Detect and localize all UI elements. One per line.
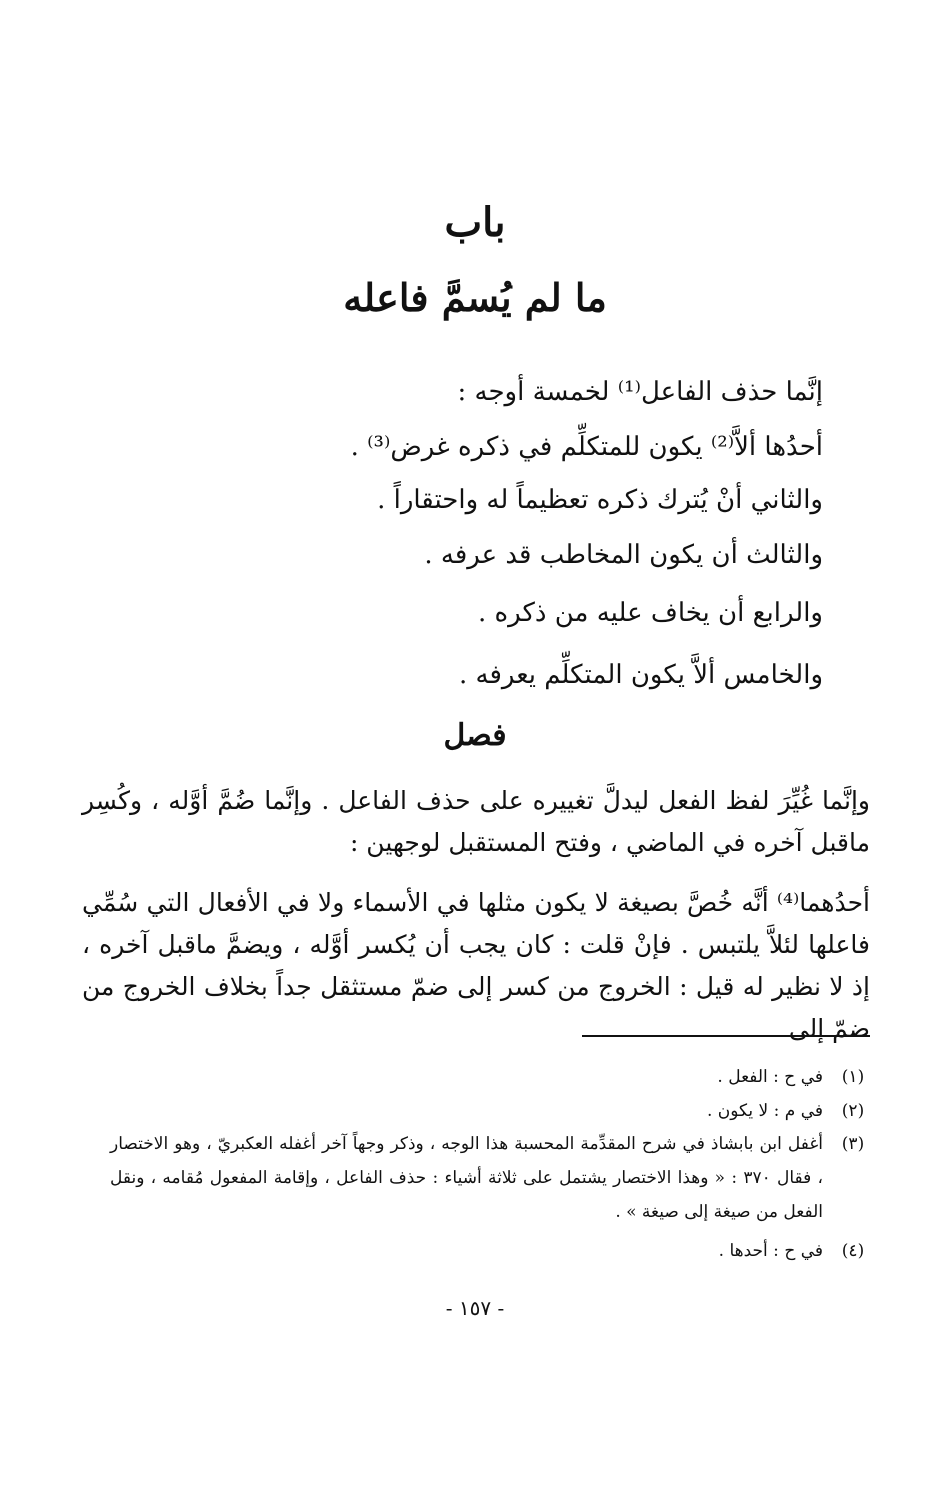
footnote-number: (١) <box>841 1067 865 1087</box>
footnote <box>110 1234 868 1268</box>
section-paragraph: أحدُهما⁽⁴⁾ أنَّه خُصَّ بصيغة لا يكون مثلها في الأسماء ولا في الأفعال التي سُمِّي فاعلها لئلاَّ يلتبس . فإنْ قلت : كان يجب أن يُكسر أوَّله ، ويضمَّ ماقبل آخره ، إذ لا نظير له قيل : الخروج من كسر إلى ضمّ مستثقل جداً بخلاف الخروج من ضمّ إلى <box>82 888 870 1043</box>
footnote-text: في م : لا يكون . <box>706 1101 823 1121</box>
footnote-divider <box>582 1035 870 1037</box>
section-title: فصل <box>443 718 507 753</box>
footnote-text: في ح : الفعل . <box>717 1067 823 1087</box>
footnote-text: أغفل ابن بابشاذ في شرح المقدِّمة المحسبة هذا الوجه ، وذكر وجهاً آخر أغفله العكبريّ ، وهو الاختصار ، فقال ٣٧٠ : « وهذا الاختصار يشتمل على ثلاثة أشياء : حذف الفاعل ، وإقامة المفعول مُقامه ، ونقل الفعل من صيغة إلى صيغة » . <box>110 1134 823 1222</box>
chapter-title: باب <box>444 199 506 246</box>
intro-line: والخامس ألاَّ يكون المتكلِّم يعرفه . <box>458 660 823 690</box>
intro-line: والثالث أن يكون المخاطب قد عرفه . <box>424 540 823 570</box>
footnote <box>110 1127 868 1229</box>
footnote-number: (٣) <box>841 1134 865 1154</box>
intro-line: أحدُها ألاَّ⁽²⁾ يكون للمتكلِّم في ذكره غرض⁽³⁾ . <box>350 432 823 462</box>
footnote <box>110 1060 868 1094</box>
footnote-text: في ح : أحدها . <box>718 1241 823 1261</box>
footnote-number: (٤) <box>841 1241 865 1261</box>
page-number: - ١٥٧ - <box>445 1296 505 1320</box>
intro-line: والثاني أنْ يُترك ذكره تعظيماً له واحتقاراً . <box>377 485 823 515</box>
section-paragraph: وإنَّما غُيِّرَ لفظ الفعل ليدلَّ تغييره على حذف الفاعل . وإنَّما ضُمَّ أوَّله ، وكُسِر ماقبل آخره في الماضي ، وفتح المستقبل لوجهين : <box>82 786 870 857</box>
footnote-number: (٢) <box>841 1101 865 1121</box>
intro-line: إنَّما حذف الفاعل⁽¹⁾ لخمسة أوجه : <box>457 377 823 407</box>
intro-line: والرابع أن يخاف عليه من ذكره . <box>478 598 823 628</box>
chapter-subtitle: ما لم يُسمَّ فاعله <box>343 275 607 320</box>
footnote <box>110 1094 868 1128</box>
